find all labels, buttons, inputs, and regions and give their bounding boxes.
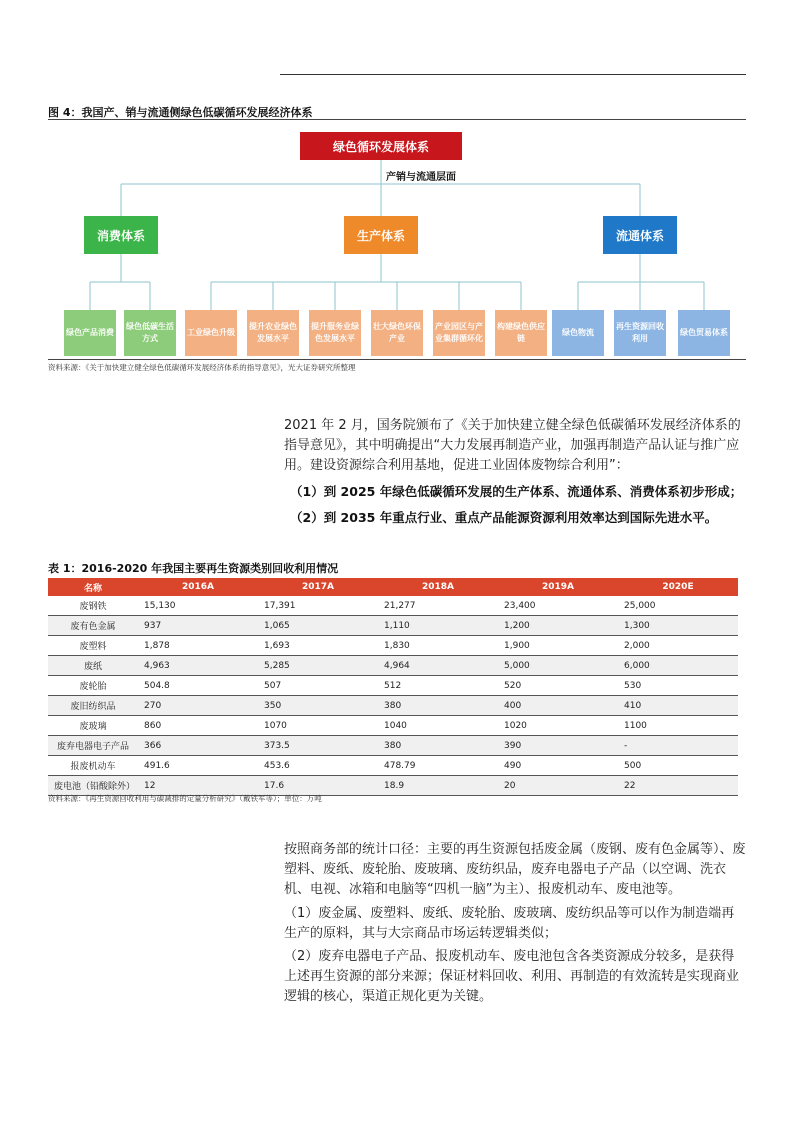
header-rule [280,74,746,75]
row-value-cell: 453.6 [258,756,378,776]
circulation-item: 再生资源回收利用 [614,310,666,356]
row-value-cell: 366 [138,736,258,756]
row-value-cell: 22 [618,776,738,796]
row-name-cell: 废旧纺织品 [48,696,138,716]
row-value-cell: 520 [498,676,618,696]
header-2016: 2016A [138,578,258,596]
row-value-cell: 21,277 [378,596,498,616]
mid-label: 产销与流通层面 [386,172,456,183]
row-name-cell: 废电池（铅酸除外） [48,776,138,796]
production-item: 提升服务业绿色发展水平 [309,310,361,356]
row-name-cell: 废塑料 [48,636,138,656]
row-value-cell: 5,285 [258,656,378,676]
row-value-cell: 530 [618,676,738,696]
production-item: 构建绿色供应链 [495,310,547,356]
row-value-cell: 1020 [498,716,618,736]
figure-title: 图 4：我国产、销与流通侧绿色低碳循环发展经济体系 [48,106,313,119]
row-value-cell: 270 [138,696,258,716]
row-value-cell: 373.5 [258,736,378,756]
production-item: 产业园区与产业集群循环化 [433,310,485,356]
table-row [48,596,738,616]
header-2020: 2020E [618,578,738,596]
row-value-cell: 1,830 [378,636,498,656]
table-source: 资料来源：《再生资源回收利用与碳减排的定量分析研究》（戴铁军等）；单位：万吨 [48,794,322,803]
table-row [48,676,738,696]
table-row [48,656,738,676]
table-row [48,696,738,716]
header-name: 名称 [48,578,138,596]
row-value-cell: 1,110 [378,616,498,636]
table-row [48,736,738,756]
goal-2035: （2）到 2035 年重点行业、重点产品能源资源利用效率达到国际先进水平。 [290,510,718,525]
row-value-cell: 860 [138,716,258,736]
row-value-cell: 380 [378,736,498,756]
recycling-table [48,578,738,796]
row-value-cell: 1,300 [618,616,738,636]
figure-source: 资料来源：《关于加快建立健全绿色低碳循环发展经济体系的指导意见》，光大证券研究所整理 [48,363,356,372]
row-name-cell: 废轮胎 [48,676,138,696]
root-box: 绿色循环发展体系 [300,132,462,160]
row-value-cell: 1100 [618,716,738,736]
row-name-cell: 废有色金属 [48,616,138,636]
row-value-cell: 504.8 [138,676,258,696]
row-value-cell: 390 [498,736,618,756]
production-item: 工业绿色升级 [185,310,237,356]
row-value-cell: 1,065 [258,616,378,636]
paragraph-stat-scope: 按照商务部的统计口径：主要的再生资源包括废金属（废钢、废有色金属等）、废塑料、废纸、废轮胎、废玻璃、废纺织品，废弃电器电子产品（以空调、洗衣机、电视、冰箱和电脑等“四机一脑”为主）、报废机动车、废电池等。 [284,842,746,897]
row-value-cell: 4,963 [138,656,258,676]
row-value-cell: 1040 [378,716,498,736]
paragraph-policy: 2021 年 2 月，国务院颁布了《关于加快建立健全绿色低碳循环发展经济体系的指导意见》，其中明确提出“大力发展再制造产业，加强再制造产品认证与推广应用。建设资源综合利用基地，促进工业固体废物综合利用”： [284,418,741,473]
header-2017: 2017A [258,578,378,596]
row-value-cell: 17.6 [258,776,378,796]
row-name-cell: 废玻璃 [48,716,138,736]
production-system-box: 生产体系 [344,216,418,254]
production-item: 提升农业绿色发展水平 [247,310,299,356]
row-value-cell: 937 [138,616,258,636]
row-value-cell: - [618,736,738,756]
row-value-cell: 1070 [258,716,378,736]
paragraph-point-1: （1）废金属、废塑料、废纸、废轮胎、废玻璃、废纺织品等可以作为制造端再生产的原料，其与大宗商品市场运转逻辑类似； [284,906,735,941]
row-value-cell: 380 [378,696,498,716]
production-item: 壮大绿色环保产业 [371,310,423,356]
table-row [48,716,738,736]
header-2019: 2019A [498,578,618,596]
circulation-item: 绿色物流 [552,310,604,356]
circulation-system-box: 流通体系 [603,216,677,254]
row-value-cell: 1,200 [498,616,618,636]
table-row [48,616,738,636]
row-value-cell: 18.9 [378,776,498,796]
row-value-cell: 490 [498,756,618,776]
row-value-cell: 1,693 [258,636,378,656]
row-value-cell: 2,000 [618,636,738,656]
table-header-row [48,578,738,596]
row-name-cell: 废钢铁 [48,596,138,616]
goal-2025: （1）到 2025 年绿色低碳循环发展的生产体系、流通体系、消费体系初步形成； [290,484,743,499]
row-value-cell: 500 [618,756,738,776]
row-value-cell: 512 [378,676,498,696]
table-row [48,756,738,776]
row-value-cell: 507 [258,676,378,696]
row-value-cell: 23,400 [498,596,618,616]
consumption-system-box: 消费体系 [84,216,158,254]
row-value-cell: 350 [258,696,378,716]
row-value-cell: 1,900 [498,636,618,656]
row-value-cell: 4,964 [378,656,498,676]
row-name-cell: 废弃电器电子产品 [48,736,138,756]
circulation-item: 绿色贸易体系 [678,310,730,356]
row-value-cell: 1,878 [138,636,258,656]
row-value-cell: 12 [138,776,258,796]
consumption-item: 绿色产品消费 [64,310,116,356]
row-value-cell: 5,000 [498,656,618,676]
table-title: 表 1：2016-2020 年我国主要再生资源类别回收利用情况 [48,562,339,575]
row-value-cell: 25,000 [618,596,738,616]
figure-bottom-rule [48,359,746,360]
consumption-item: 绿色低碳生活方式 [124,310,176,356]
paragraph-point-2: （2）废弃电器电子产品、报废机动车、废电池包含各类资源成分较多，是获得上述再生资源的部分来源；保证材料回收、利用、再制造的有效流转是实现商业逻辑的核心，渠道正规化更为关键。 [284,949,740,1004]
row-value-cell: 15,130 [138,596,258,616]
row-value-cell: 478.79 [378,756,498,776]
figure-top-rule [48,119,746,120]
row-value-cell: 491.6 [138,756,258,776]
row-value-cell: 6,000 [618,656,738,676]
row-value-cell: 410 [618,696,738,716]
row-value-cell: 17,391 [258,596,378,616]
row-name-cell: 废纸 [48,656,138,676]
row-value-cell: 400 [498,696,618,716]
table-row [48,636,738,656]
row-name-cell: 报废机动车 [48,756,138,776]
header-2018: 2018A [378,578,498,596]
row-value-cell: 20 [498,776,618,796]
